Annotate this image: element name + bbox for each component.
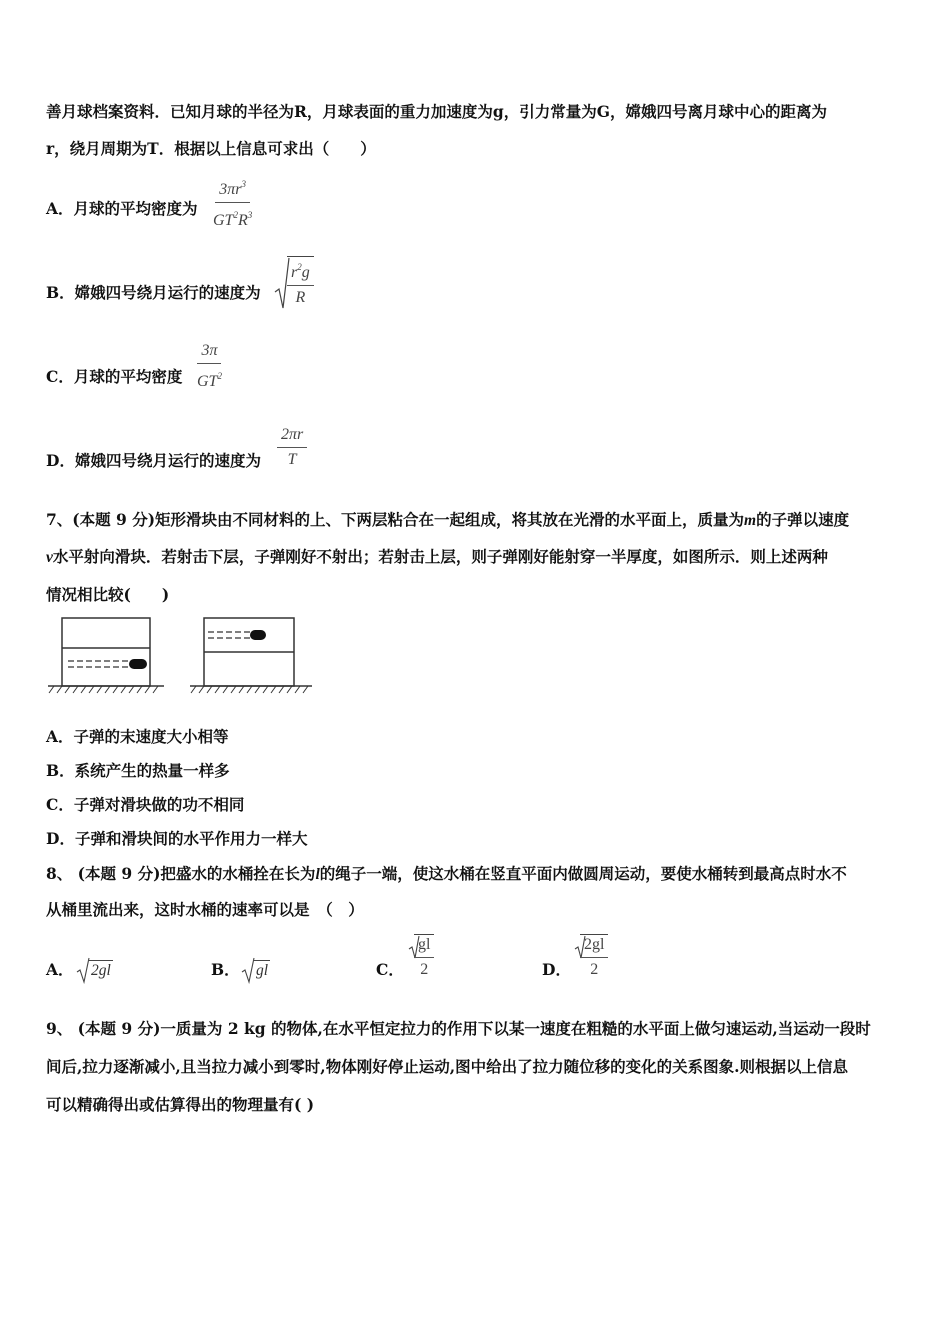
q7-option-a[interactable]: A．子弹的末速度大小相等	[46, 727, 229, 746]
q7-option-d[interactable]: D．子弹和滑块间的水平作用力一样大	[46, 829, 308, 848]
q8-option-c-formula: $\frac{gl}{2}$	[414, 934, 434, 980]
q8-option-b-expr: gl	[256, 962, 269, 979]
q8-option-c-label: C．	[376, 960, 404, 979]
q6-option-d-formula: $\frac{2\pi r}{T}$	[277, 425, 307, 470]
q6-option-c-label: C．月球的平均密度	[46, 367, 183, 386]
q7-bullet-lower	[129, 659, 147, 669]
q7-stem-line2: v水平射向滑块．若射击下层，子弹刚好不射出；若射击上层，则子弹刚好能射穿一半厚度，如图所示．则上述两种	[46, 547, 828, 566]
q7-stem-line1: 7、(本题 9 分)矩形滑块由不同材料的上、下两层粘合在一起组成，将其放在光滑的水平面上，质量为m的子弹以速度	[46, 510, 850, 529]
q8-stem-line2: 从桶里流出来，这时水桶的速率可以是 （ ）	[46, 900, 364, 919]
q7-blocks-figure	[44, 612, 316, 694]
q6-option-d-label: D．嫦娥四号绕月运行的速度为	[46, 451, 261, 470]
q6-option-c-formula: $\frac{3\pi}{GT^2}$	[197, 342, 222, 390]
q8-option-b-label: B．	[211, 960, 240, 979]
q8-option-d-label: D．	[542, 960, 571, 979]
q6-option-b-label: B．嫦娥四号绕月运行的速度为	[46, 283, 261, 302]
q6-option-a-formula: $\frac{3\pi r^3}{GT^2R^3}$	[209, 174, 256, 231]
q6-option-c[interactable]	[46, 367, 182, 387]
q8-option-a[interactable]	[46, 960, 74, 980]
q8-option-a-label: A．	[46, 960, 74, 979]
q7-bullet-upper	[250, 630, 266, 640]
q8-option-a-expr: 2gl	[91, 962, 111, 979]
q9-stem-line2: 间后,拉力逐渐减小,且当拉力减小到零时,物体刚好停止运动,图中给出了拉力随位移的变化的关系图象.则根据以上信息	[46, 1057, 848, 1076]
q8-stem-line1: 8、 (本题 9 分)把盛水的水桶拴在长为l的绳子一端，使这水桶在竖直平面内做圆周运动，要使水桶转到最高点时水不	[46, 864, 847, 883]
q7-stem-line3: 情况相比较( )	[46, 585, 170, 604]
q8-option-d-formula: $\frac{2gl}{2}$	[580, 934, 608, 980]
q6-stem-line2: r，绕月周期为T．根据以上信息可求出（ ）	[46, 139, 376, 158]
q7-left-block	[62, 618, 150, 686]
q7-option-b[interactable]: B．系统产生的热量一样多	[46, 761, 230, 780]
q6-option-a-label: A．月球的平均密度为	[46, 199, 198, 218]
q6-option-d[interactable]	[46, 451, 261, 471]
q8-option-d[interactable]	[542, 960, 571, 980]
q8-option-a-radical	[76, 956, 90, 984]
q6-option-b-formula: $\frac{r^2g}{R}$	[287, 256, 314, 308]
q7-option-c[interactable]: C．子弹对滑块做的功不相同	[46, 795, 245, 814]
q8-option-b[interactable]	[211, 960, 240, 980]
q6-stem-line1: 善月球档案资料．已知月球的半径为R，月球表面的重力加速度为g，引力常量为G，嫦娥四号离月球中心的距离为	[46, 102, 827, 121]
q9-stem-line3: 可以精确得出或估算得出的物理量有( )	[46, 1095, 315, 1114]
q8-option-b-radical	[241, 956, 255, 984]
q6-option-b[interactable]	[46, 283, 261, 303]
q8-option-c[interactable]	[376, 960, 404, 980]
q9-stem-line1: 9、 (本题 9 分)一质量为 2 kg 的物体,在水平恒定拉力的作用下以某一速度在粗糙的水平面上做匀速运动,当运动一段时	[46, 1019, 871, 1038]
q6-option-a[interactable]	[46, 199, 198, 219]
